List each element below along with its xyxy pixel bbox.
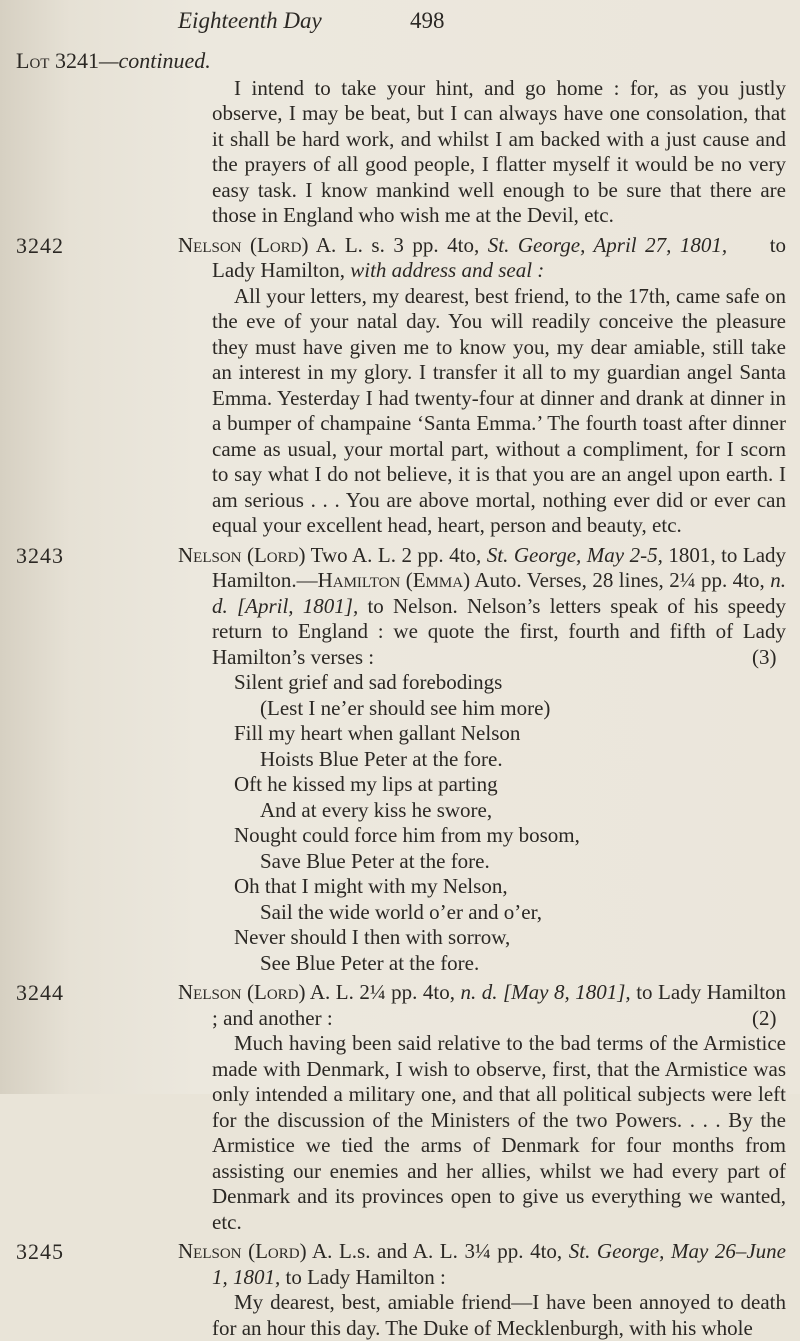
header-title: Eighteenth Day [178,8,322,33]
lot-recipient: 1801, to Lady Hamilton.— [212,542,787,592]
poem [178,670,786,976]
lot-title [178,1239,786,1290]
lot-recipient: to Lady Hamilton ; and another : [212,980,787,1030]
lot-heading [16,48,786,74]
lot-number: 3243 [16,542,64,568]
page-number: 498 [410,8,445,33]
lot-entry [16,980,787,1235]
lot-body: All your letters, my dearest, best friend, to the 17th, came safe on the eve of your natal day. You will readily conceive the pleasure they must have given me to know you, my dear amiable, still take an interest in my glory. I transfer it all to my guardian angel Santa Emma. Yesterday I had twenty-four at dinner and drank at dinner in a bumper of champaine ‘Santa Emma.’ The fourth toast after dinner came as usual, your mortal part, without a compliment, for I scorn to say what I do not believe, it is that you are an angel upon earth. I am serious . . . You are above mortal, nothing ever did or ever can equal your excellent head, heart, person and beauty, etc. [212,283,786,537]
lot-recipient: to Lady Hamilton, [212,232,787,282]
lot-author: Nelson (Lord) [178,1239,307,1263]
poem-line: Hoists Blue Peter at the fore. [260,746,503,771]
lot-description: A. L.s. and A. L. 3¼ pp. 4to, [311,1239,563,1263]
poem-line: Oft he kissed my lips at parting [234,772,498,796]
lot-heading-prefix: Lot [16,48,50,73]
lot-date: May 26–June 1, 1801, [212,1239,787,1289]
lot-description-2: Auto. Verses, 28 lines, 2¼ pp. 4to, [474,568,765,592]
poem-line: (Lest I ne’er should see him more) [260,695,551,720]
lot-title [178,233,786,284]
poem-line: And at every kiss he swore, [260,797,493,822]
lot-author: Nelson (Lord) [178,232,309,257]
lot-date: n. d. [May 8, 1801], [460,980,631,1004]
lot-place: St. George, May 2-5, [486,542,663,567]
lot-recipient: to Lady Hamilton : [285,1264,446,1289]
lot-body: My dearest, best, amiable friend—I have been annoyed to death for an hour this day. The Duke of Mecklenburgh, with his whole [212,1290,786,1340]
lot-number: 3245 [16,1239,64,1264]
poem-line: Save Blue Peter at the fore. [260,848,490,873]
lot-title: Nelson (Lord) A. L. 2¼ pp. 4to, n. d. [May 8, 1801], to Lady Hamilton ; and another : (2) [178,980,787,1030]
lot-description: A. L. s. 3 pp. 4to, [315,232,480,257]
lot-author: Nelson (Lord) [178,980,306,1004]
poem-line: Oh that I might with my Nelson, [234,874,508,898]
lot-entry [16,1239,787,1341]
poem-line: Sail the wide world o’er and o’er, [260,899,542,924]
lot-place: St. George, [568,1239,665,1263]
page-content [16,48,787,1341]
lot-author: Nelson (Lord) [178,542,306,567]
poem-line: Never should I then with sorrow, [234,925,511,949]
lot-summary: to Nelson. Nelson’s letters speak of his speedy return to England : we quote the first, fourth and fifth of Lady Hamilton’s verses : [212,593,787,669]
lot-place: St. George, April 27, 1801, [487,232,728,257]
poem-line: Fill my heart when gallant Nelson [234,721,521,745]
lot-body: Much having been said relative to the bad terms of the Armistice made with Denmark, I wish to observe, first, that the Armistice was only intended a military one, and that all political subjects were left for the discussion of the Ministers of the two Powers. . . . By the Armistice we tied the arms of Denmark for four months from assisting our enemies and her allies, whilst we had every part of Denmark and its provinces open to give us everything we wanted, etc. [212,1031,786,1234]
lot-date: n. d. [April, 1801], [212,568,787,618]
lot-author-2: Hamilton (Emma) [317,568,471,592]
lot-heading-number: 3241 [54,48,99,73]
lot-description: Two A. L. 2 pp. 4to, [310,542,482,567]
poem-line: Nought could force him from my bosom, [234,823,580,847]
lot-extra: with address and seal : [350,258,545,282]
continuation-text: I intend to take your hint, and go home : for, as you justly observe, I may be beat, but I can always have one consolation, that it shall be hard work, and whilst I am backed with a just cause and the prayers of all good people, I flatter myself it would be no very easy task. I know mankind well enough to be sure that there are those in England who wish me at the Devil, etc. [212,75,786,227]
lot-description: A. L. 2¼ pp. 4to, [309,980,455,1004]
lot-entry [16,232,787,539]
running-header [178,8,778,34]
poem-line: See Blue Peter at the fore. [260,950,480,975]
lot-entry [16,542,787,977]
lot-heading-suffix: —continued. [98,48,211,73]
lot-title: Nelson (Lord) Two A. L. 2 pp. 4to, St. George, May 2-5, 1801, to Lady Hamilton.—Hamilton (Emma) Auto. Verses, 28 lines, 2¼ pp. 4to, n. d. [April, 1801], to Nelson. Nelson’s letters speak of his speedy return to England : we quote the first, fourth and fifth of Lady Hamilton’s verses : (3) [178,542,787,669]
lot-number: 3242 [16,232,64,258]
poem-line: Silent grief and sad forebodings [234,670,503,694]
lot-number: 3244 [16,980,64,1005]
